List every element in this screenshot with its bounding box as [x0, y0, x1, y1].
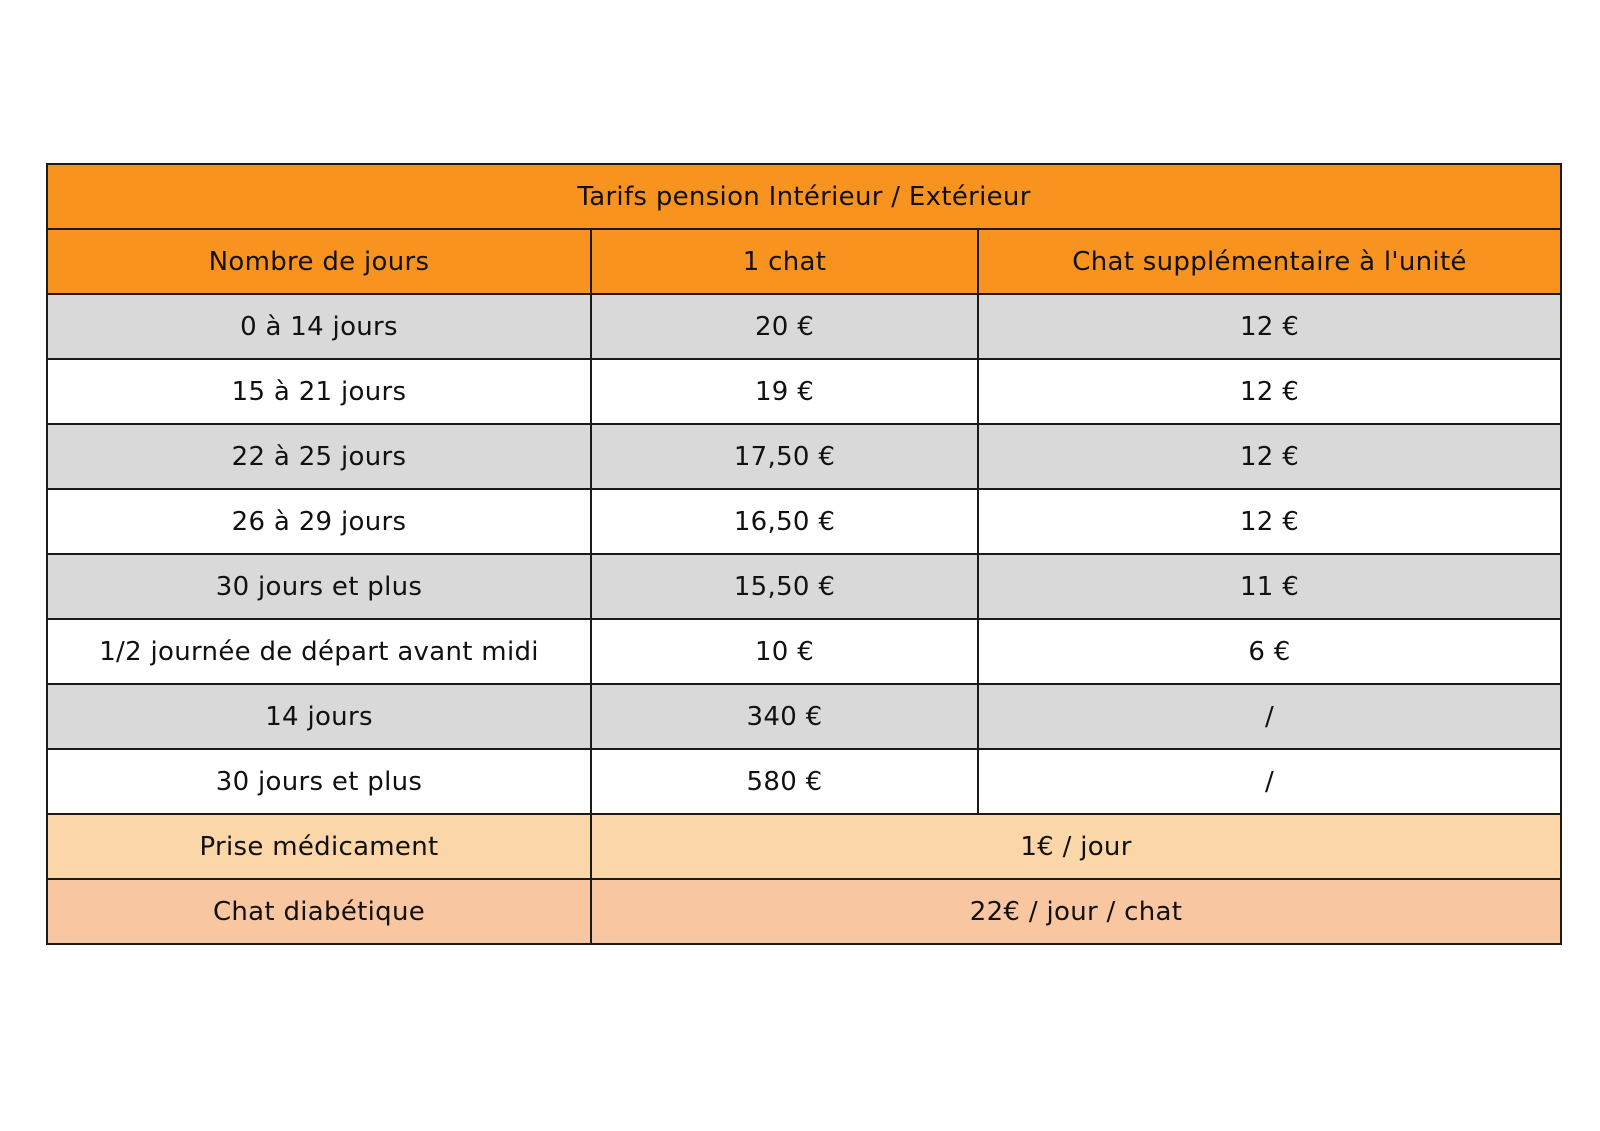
column-header-days: Nombre de jours	[47, 229, 591, 294]
extra-cat-price-cell: 11 €	[978, 554, 1561, 619]
table-row	[47, 489, 1561, 554]
one-cat-price-cell: 17,50 €	[591, 424, 978, 489]
column-header-extra-cat: Chat supplémentaire à l'unité	[978, 229, 1561, 294]
table-row	[47, 749, 1561, 814]
one-cat-price-cell: 19 €	[591, 359, 978, 424]
days-cell: 26 à 29 jours	[47, 489, 591, 554]
table-title-row	[47, 164, 1561, 229]
table-row	[47, 424, 1561, 489]
one-cat-price-cell: 10 €	[591, 619, 978, 684]
column-header-one-cat: 1 chat	[591, 229, 978, 294]
table-row	[47, 684, 1561, 749]
extra-cat-price-cell: /	[978, 749, 1561, 814]
days-cell: 14 jours	[47, 684, 591, 749]
extra-cat-price-cell: 12 €	[978, 294, 1561, 359]
table-title: Tarifs pension Intérieur / Extérieur	[47, 164, 1561, 229]
table-row	[47, 359, 1561, 424]
table-row	[47, 294, 1561, 359]
days-cell: 15 à 21 jours	[47, 359, 591, 424]
table-row	[47, 619, 1561, 684]
diabetic-cat-label: Chat diabétique	[47, 879, 591, 944]
days-cell: 22 à 25 jours	[47, 424, 591, 489]
column-header-row	[47, 229, 1561, 294]
one-cat-price-cell: 580 €	[591, 749, 978, 814]
diabetic-cat-price: 22€ / jour / chat	[591, 879, 1561, 944]
extra-cat-price-cell: 6 €	[978, 619, 1561, 684]
extra-cat-price-cell: 12 €	[978, 489, 1561, 554]
medication-price: 1€ / jour	[591, 814, 1561, 879]
days-cell: 1/2 journée de départ avant midi	[47, 619, 591, 684]
one-cat-price-cell: 340 €	[591, 684, 978, 749]
extra-cat-price-cell: 12 €	[978, 359, 1561, 424]
one-cat-price-cell: 20 €	[591, 294, 978, 359]
diabetic-cat-row	[47, 879, 1561, 944]
pricing-table	[46, 163, 1562, 945]
days-cell: 30 jours et plus	[47, 749, 591, 814]
days-cell: 0 à 14 jours	[47, 294, 591, 359]
days-cell: 30 jours et plus	[47, 554, 591, 619]
one-cat-price-cell: 16,50 €	[591, 489, 978, 554]
medication-row	[47, 814, 1561, 879]
table-row	[47, 554, 1561, 619]
one-cat-price-cell: 15,50 €	[591, 554, 978, 619]
extra-cat-price-cell: 12 €	[978, 424, 1561, 489]
medication-label: Prise médicament	[47, 814, 591, 879]
extra-cat-price-cell: /	[978, 684, 1561, 749]
